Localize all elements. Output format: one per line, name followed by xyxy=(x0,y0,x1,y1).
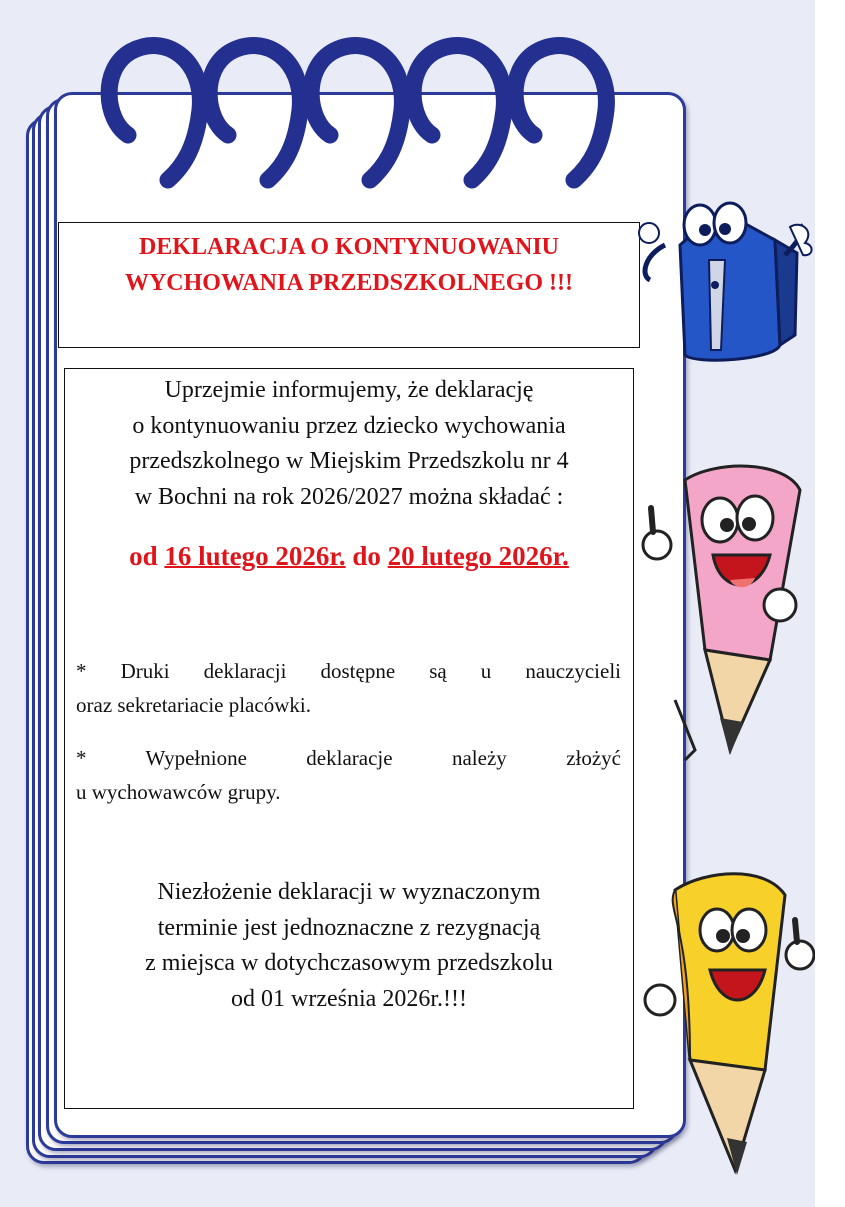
dates-middle: do xyxy=(352,541,381,571)
intro-line: w Bochni na rok 2026/2027 można składać : xyxy=(134,483,564,510)
warning-line: Niezłożenie deklaracji w wyznaczonym xyxy=(157,879,541,905)
notepad-ring-icon xyxy=(311,45,402,180)
note-line: * Wypełnione deklaracje należy złożyć xyxy=(76,746,621,770)
content-box xyxy=(64,368,634,1109)
warning-paragraph xyxy=(65,875,633,1017)
title-line-1: DEKLARACJA O KONTYNUOWANIU xyxy=(138,234,560,260)
intro-line: przedszkolnego w Miejskim Przedszkolu nr 4 xyxy=(129,448,569,474)
intro-line: o kontynuowaniu przez dziecko wychowania xyxy=(132,412,566,439)
intro-paragraph xyxy=(65,373,633,515)
pink-pencil-mascot-icon xyxy=(635,450,815,780)
deadline-dates xyxy=(65,541,633,572)
warning-line: z miejsca w dotychczasowym przedszkolu xyxy=(145,950,553,976)
notepad-ring-icon xyxy=(515,45,606,180)
note-forms-available xyxy=(76,654,621,722)
note-submit-forms xyxy=(76,741,621,809)
note-line: u wychowawców grupy. xyxy=(76,780,281,804)
note-line: * Druki deklaracji dostępne są u nauczycieli xyxy=(76,659,621,683)
start-date: 16 lutego 2026r. xyxy=(164,541,346,571)
sharpener-mascot-icon xyxy=(625,185,815,375)
title-line-2: WYCHOWANIA PRZEDSZKOLNEGO !!! xyxy=(124,270,574,296)
dates-prefix: od xyxy=(129,541,158,571)
notepad-ring-icon xyxy=(209,45,300,180)
yellow-pencil-mascot-icon xyxy=(635,860,815,1200)
title-box xyxy=(58,222,640,348)
warning-line: od 01 września 2026r.!!! xyxy=(231,985,467,1012)
warning-line: terminie jest jednoznaczne z rezygnacją xyxy=(157,914,541,941)
notepad-ring-icon xyxy=(109,45,200,180)
intro-line: Uprzejmie informujemy, że deklarację xyxy=(164,377,534,403)
note-line: oraz sekretariacie placówki. xyxy=(76,693,311,717)
end-date: 20 lutego 2026r. xyxy=(387,541,569,571)
notepad-ring-icon xyxy=(413,45,504,180)
